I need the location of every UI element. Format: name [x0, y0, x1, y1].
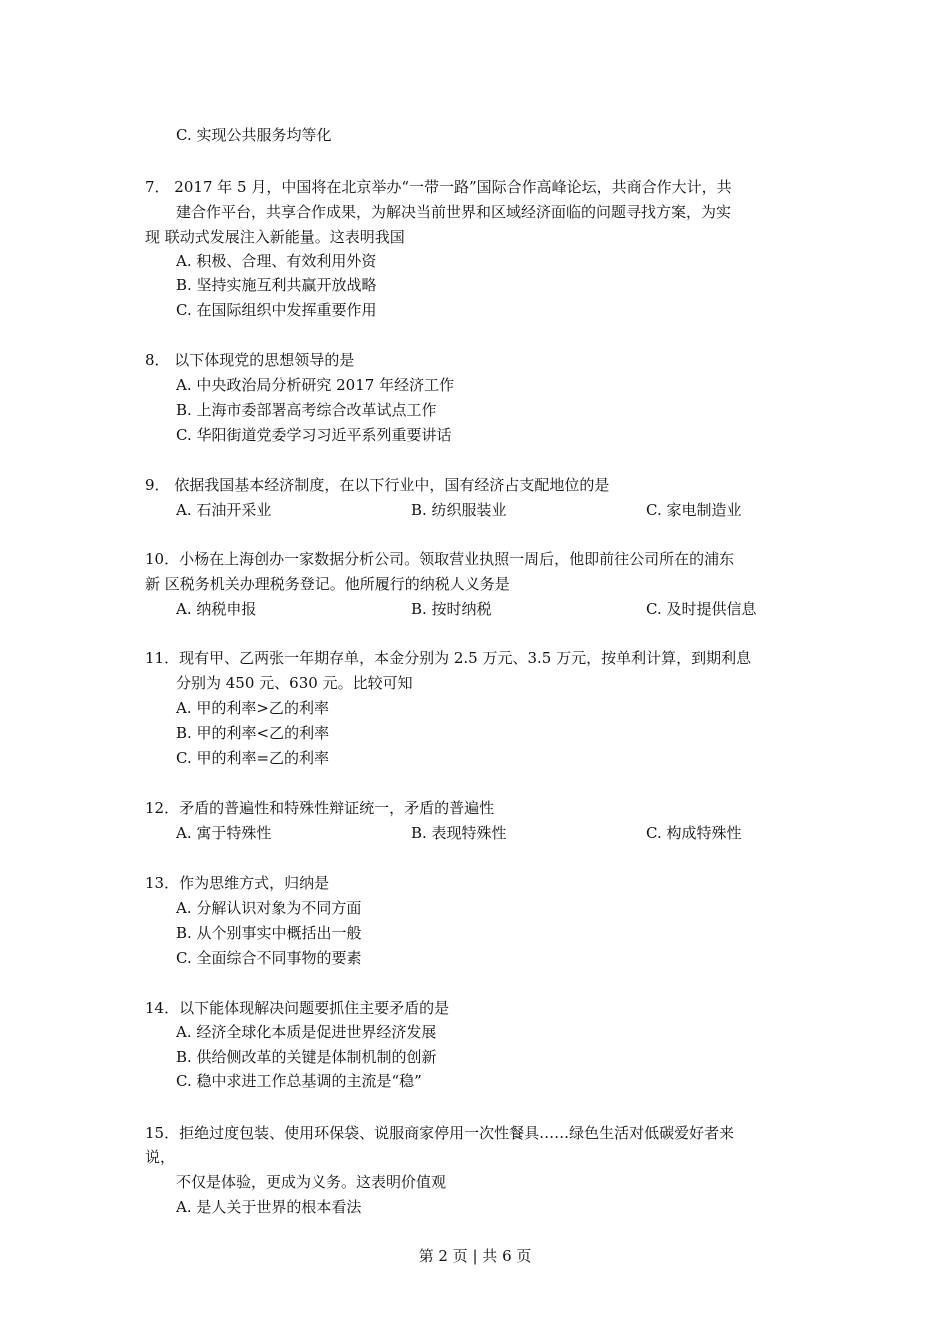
text-line: B. 甲的利率<乙的利率 — [176, 724, 330, 742]
text-line: 10．小杨在上海创办一家数据分析公司。领取营业执照一周后，他即前往公司所在的浦东 — [145, 550, 735, 568]
text-line: A. 积极、合理、有效利用外资 — [176, 252, 377, 270]
text-line: B. 坚持实施互利共赢开放战略 — [176, 276, 377, 294]
text-line: 12．矛盾的普遍性和特殊性辩证统一，矛盾的普遍性 — [145, 799, 495, 817]
text-line: 不仅是体验，更成为义务。这表明价值观 — [176, 1173, 447, 1191]
text-line: B. 表现特殊性 — [411, 824, 507, 842]
text-line: 15．拒绝过度包装、使用环保袋、说服商家停用一次性餐具……绿色生活对低碳爱好者来 — [145, 1124, 735, 1142]
text-line: C. 甲的利率=乙的利率 — [176, 749, 330, 767]
text-line: 现 联动式发展注入新能量。这表明我国 — [145, 228, 405, 246]
text-line: B. 纺织服装业 — [411, 501, 507, 519]
text-line: 8． 以下体现党的思想领导的是 — [145, 351, 355, 369]
text-line: C. 全面综合不同事物的要素 — [176, 949, 362, 967]
text-line: B. 按时纳税 — [411, 600, 492, 618]
text-line: A. 分解认识对象为不同方面 — [176, 899, 362, 917]
text-line: 说， — [145, 1148, 176, 1166]
text-line: C. 构成特殊性 — [646, 824, 742, 842]
text-line: 7． 2017 年 5 月，中国将在北京举办“一带一路”国际合作高峰论坛，共商合作大计，共 — [145, 178, 732, 196]
text-line: A. 经济全球化本质是促进世界经济发展 — [176, 1023, 437, 1041]
page-footer: 第 2 页 | 共 6 页 — [418, 1247, 532, 1265]
text-line: B. 供给侧改革的关键是体制机制的创新 — [176, 1048, 437, 1066]
text-line: C. 在国际组织中发挥重要作用 — [176, 301, 377, 319]
text-line: C. 家电制造业 — [646, 501, 742, 519]
text-line: 9． 依据我国基本经济制度，在以下行业中，国有经济占支配地位的是 — [145, 476, 610, 494]
text-line: 建合作平台，共享合作成果，为解决当前世界和区域经济面临的问题寻找方案，为实 — [176, 203, 732, 221]
text-line: 分别为 450 元、630 元。比较可知 — [176, 674, 413, 692]
text-line: C. 实现公共服务均等化 — [176, 126, 332, 144]
text-line: A. 寓于特殊性 — [176, 824, 272, 842]
text-line: A. 是人关于世界的根本看法 — [176, 1198, 362, 1216]
text-line: 13．作为思维方式，归纳是 — [145, 874, 330, 892]
text-line: C. 稳中求进工作总基调的主流是“稳” — [176, 1072, 422, 1090]
text-line: B. 上海市委部署高考综合改革试点工作 — [176, 401, 437, 419]
text-line: A. 中央政治局分析研究 2017 年经济工作 — [176, 376, 455, 394]
text-line: B. 从个别事实中概括出一般 — [176, 924, 362, 942]
text-line: A. 甲的利率>乙的利率 — [176, 699, 329, 717]
text-line: 11．现有甲、乙两张一年期存单，本金分别为 2.5 万元、3.5 万元，按单利计算，到期利息 — [145, 649, 752, 667]
text-line: C. 及时提供信息 — [646, 600, 757, 618]
text-line: 新 区税务机关办理税务登记。他所履行的纳税人义务是 — [145, 575, 510, 593]
text-line: A. 石油开采业 — [176, 501, 272, 519]
text-line: 14．以下能体现解决问题要抓住主要矛盾的是 — [145, 999, 450, 1017]
text-line: C. 华阳街道党委学习习近平系列重要讲话 — [176, 426, 452, 444]
text-line: A. 纳税申报 — [176, 600, 257, 618]
